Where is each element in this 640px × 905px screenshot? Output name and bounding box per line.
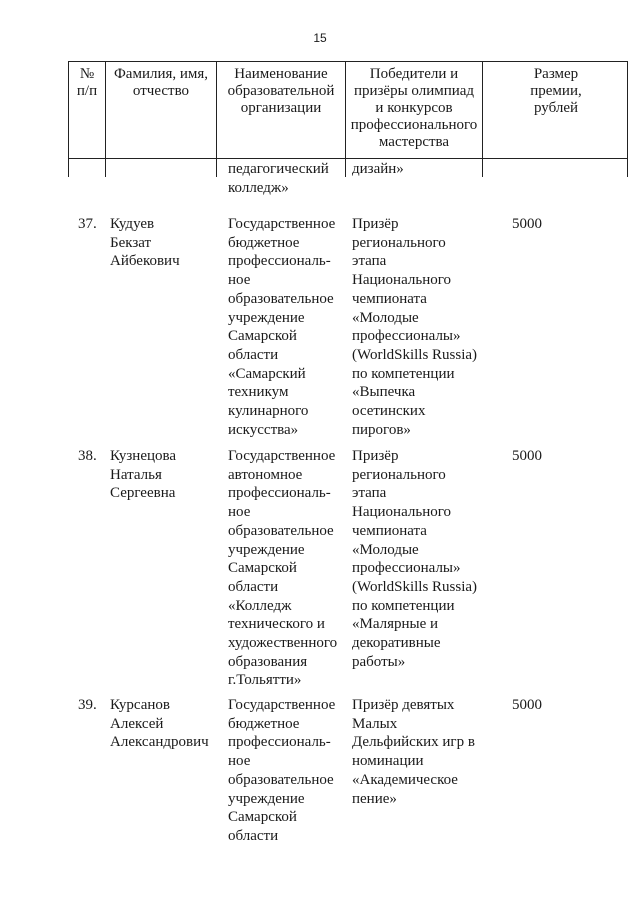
table-header [68, 61, 628, 159]
row-org: Государственное бюджетное профессиональ- ное образовательное учреждение Самарской области «Самарский техникум кулинарного искусства» [228, 216, 336, 438]
row-prize: 5000 [512, 448, 542, 464]
continuation-org: педагогический колледж» [228, 161, 329, 196]
row-award: Призёр регионального этапа Национального чемпионата «Молодые профессионалы» (WorldSkills Russia) по компетенции «Малярные и декоративные работы» [352, 448, 478, 670]
table-divider [482, 159, 483, 177]
header-num: № п/п [69, 62, 106, 160]
row-name: Кудуев Бекзат Айбекович [110, 216, 180, 270]
row-award: Призёр регионального этапа Национального чемпионата «Молодые профессионалы» (WorldSkills Russia) по компетенции «Выпечка осетинских пирогов» [352, 216, 478, 438]
row-prize: 5000 [512, 216, 542, 232]
row-award: Призёр девятых Малых Дельфийских игр в номинации «Академическое пение» [352, 697, 475, 807]
row-org: Государственное бюджетное профессиональ- ное образовательное учреждение Самарской области [228, 697, 336, 844]
row-name: Кузнецова Наталья Сергеевна [110, 448, 177, 502]
row-num: 39. [78, 697, 97, 713]
table-divider [345, 159, 346, 177]
header-name: Фамилия, имя, отчество [106, 62, 217, 160]
header-award: Победители и призёры олимпиад и конкурсов профессионального мастерства [346, 62, 483, 160]
row-prize: 5000 [512, 697, 542, 713]
row-org: Государственное автономное профессиональ- ное образовательное учреждение Самарской области «Колледж технического и художественного образования г.Тольятти» [228, 448, 338, 689]
table-divider [216, 159, 217, 177]
row-num: 38. [78, 448, 97, 464]
header-org: Наименование образовательной организации [217, 62, 346, 160]
header-prize: Размер премии, рублей [530, 66, 582, 116]
continuation-award: дизайн» [352, 161, 404, 177]
table-divider [627, 159, 628, 177]
table-divider [105, 159, 106, 177]
row-num: 37. [78, 216, 97, 232]
page-number: 15 [313, 31, 327, 45]
row-name: Курсанов Алексей Александрович [110, 697, 209, 751]
table-divider [68, 159, 69, 177]
